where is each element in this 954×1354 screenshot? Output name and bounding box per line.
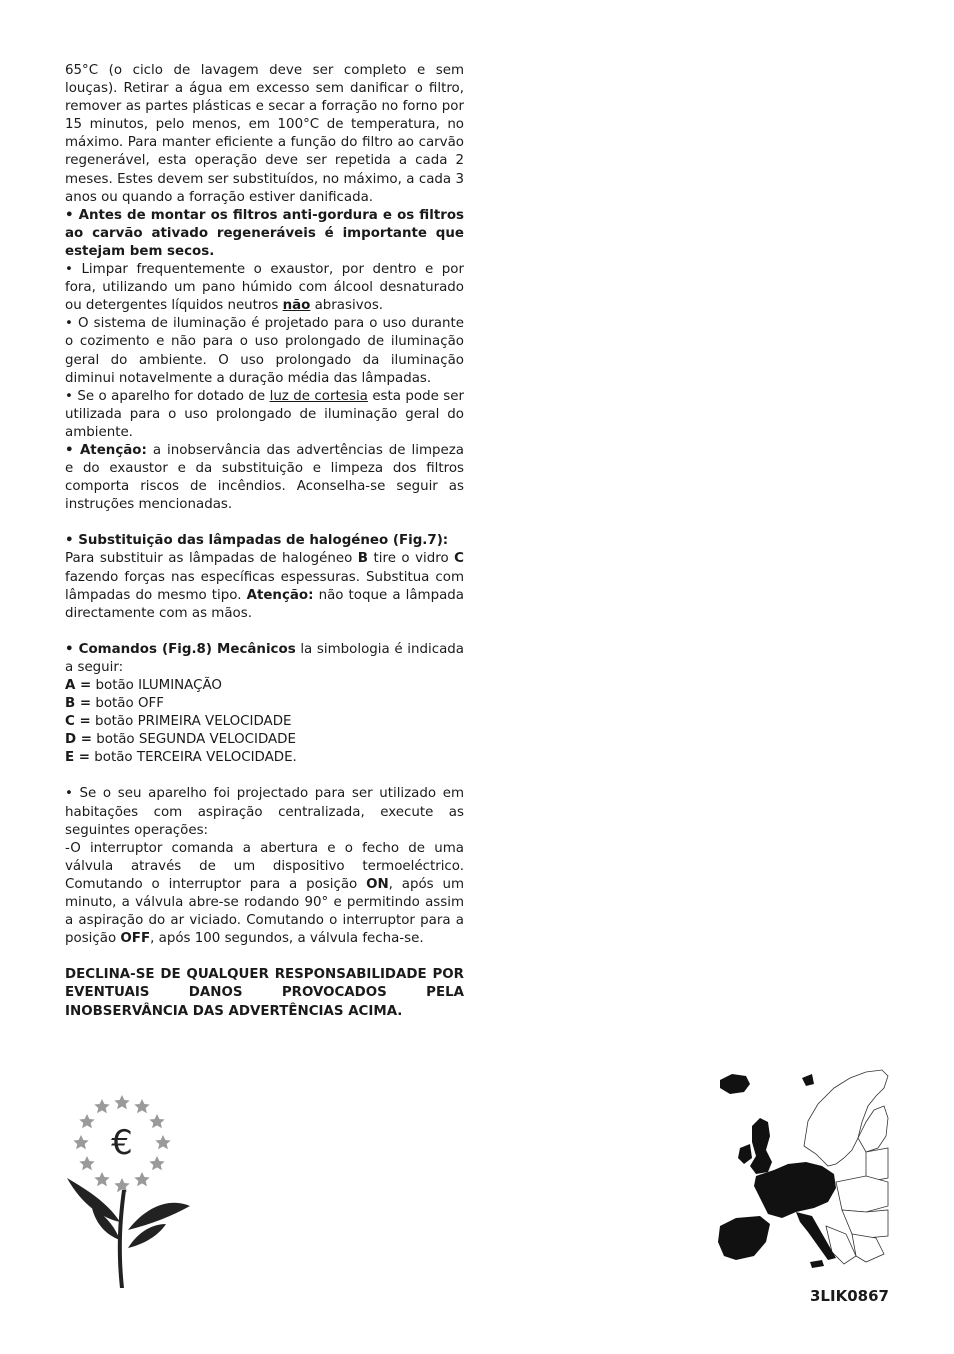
button-legend-c: C = botão PRIMEIRA VELOCIDADE: [65, 714, 292, 730]
map-ireland: [738, 1144, 752, 1164]
map-svalbard: [802, 1074, 814, 1086]
paragraph-lighting: • O sistema de iluminação é projetado para o uso durante o cozimento e não para o uso prolongado de iluminação geral do ambiente. O uso prolongado da iluminação diminui notavelmente a duração média das lâmpadas.: [65, 316, 464, 386]
left-leaf-upper: [67, 1178, 120, 1222]
paragraph-attention-fire: • Atenção: a inobservância das advertências de limpeza e do exaustor e da substituição e limpeza dos filtros comporta riscos de incêndios. Aconselha-se seguir as instruções mencionadas.: [65, 442, 464, 513]
paragraph-courtesy-light: • Se o aparelho for dotado de luz de cortesia esta pode ser utilizada para o uso prolongado de iluminação geral do ambiente.: [65, 388, 464, 440]
button-legend-d: D = botão SEGUNDA VELOCIDADE: [65, 732, 296, 748]
map-great-britain: [750, 1118, 772, 1174]
button-legend-b: B = botão OFF: [65, 696, 164, 712]
paragraph-cleaning-filter: 65°C (o ciclo de lavagem deve ser completo e sem louças). Retirar a água em excesso sem danificar o filtro, remover as partes plásticas e secar a forração no forno por 15 minutos, pelo menos, em 100°C de temperatura, no máximo. Para manter eficiente a função do filtro ao carvão regenerável, esta operação deve ser repetida a cada 2 meses. Estes devem ser substituídos, no máximo, a cada 3 anos ou quando a forração estiver danificada.: [65, 63, 464, 205]
europe-map-icon: [716, 1066, 892, 1282]
map-iberia: [718, 1216, 770, 1260]
map-iceland: [720, 1074, 750, 1094]
liability-declaration: DECLINA-SE DE QUALQUER RESPONSABILIDADE POR EVENTUAIS DANOS PROVOCADOS PELA INOBSERVÂNCIA DAS ADVERTÊNCIAS ACIMA.: [65, 967, 464, 1019]
paragraph-clean-hood: • Limpar frequentemente o exaustor, por dentro e por fora, utilizando um pano húmido com álcool desnaturado ou detergentes líquidos neutros não abrasivos.: [65, 262, 464, 314]
paragraph-commands: • Comandos (Fig.8) Mecânicos la simbologia é indicada a seguir:: [65, 641, 464, 675]
paragraph-filters-dry: • Antes de montar os filtros anti-gordura e os filtros ao carvão ativado regeneráveis é importante que estejam bem secos.: [65, 207, 464, 259]
button-legend-e: E = botão TERCEIRA VELOCIDADE.: [65, 750, 297, 766]
paragraph-halogen-lamps: Para substituir as lâmpadas de halogéneo B tire o vidro C fazendo forças nas específicas espessuras. Substitua com lâmpadas do mesmo tipo. Atenção: não toque a lâmpada directamente com as mãos.: [65, 551, 464, 621]
eu-ecolabel-flower-icon: [62, 1090, 197, 1290]
heading-halogen-lamps: • Substituição das lâmpadas de halogéneo (Fig.7):: [65, 533, 449, 549]
paragraph-valve: -O interruptor comanda a abertura e o fecho de uma válvula através de um dispositivo termoeléctrico. Comutando o interruptor para a posição ON, após um minuto, a válvula abre-se rodando 90° e permitindo assim a aspiração do ar viciado. Comutando o interruptor para a posição OFF, após 100 segundos, a válvula fecha-se.: [65, 840, 464, 947]
main-text-column: [65, 62, 464, 1021]
product-code: 3LIK0867: [810, 1287, 889, 1305]
button-legend-a: A = botão ILUMINAÇÃO: [65, 678, 222, 693]
map-sicily: [810, 1260, 824, 1268]
euro-letter: €: [111, 1123, 133, 1163]
paragraph-central-aspiration: • Se o seu aparelho foi projectado para ser utilizado em habitações com aspiração centralizada, execute as seguintes operações:: [65, 786, 464, 838]
